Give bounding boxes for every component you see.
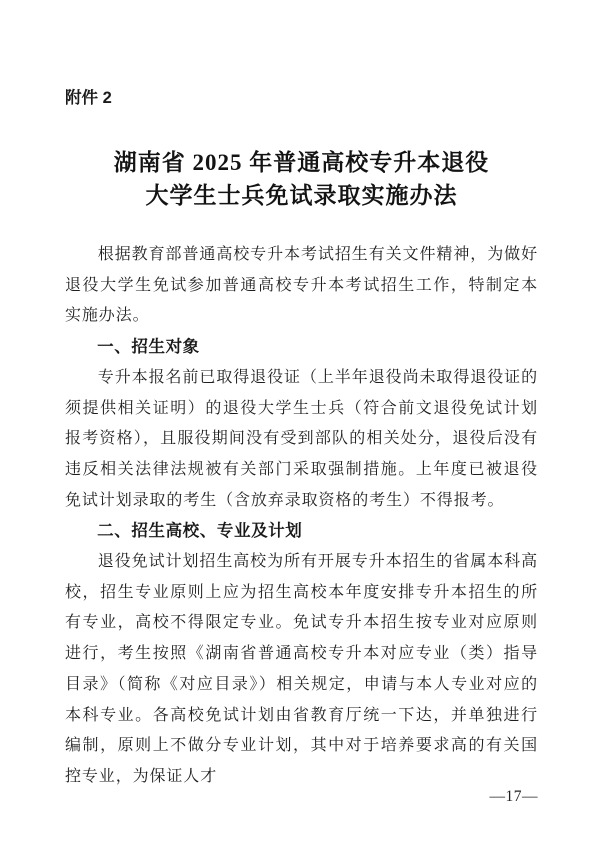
attachment-label: 附件 2 xyxy=(65,89,112,107)
section-2-paragraph: 退役免试计划招生高校为所有开展专升本招生的省属本科高校，招生专业原则上应为招生高校本年度安排专升本招生的所有专业，高校不得限定专业。免试专升本招生按专业对应原则进行，考生按照《湖南省普通高校专升本对应专业（类）指导目录》（简称《对应目录》）相关规定，申请与本人专业对应的本科专业。各高校免试计划由省教育厅统一下达，并单独进行编制，原则上不做分专业计划，其中对于培养要求高的有关国控专业，为保证人才 xyxy=(65,553,538,785)
section-1-heading: 一、招生对象 xyxy=(97,338,200,357)
document-body xyxy=(65,240,538,793)
section-1-paragraph: 专升本报名前已取得退役证（上半年退役尚未取得退役证的须提供相关证明）的退役大学生士兵（符合前文退役免试计划报考资格），且服役期间没有受到部队的相关处分，退役后没有违反相关法律法规被有关部门采取强制措施。上年度已被退役免试计划录取的考生（含放弃录取资格的考生）不得报考。 xyxy=(65,368,538,509)
page-number: —17— xyxy=(489,788,538,805)
document-title-line-2: 大学生士兵免试录取实施办法 xyxy=(145,183,458,208)
document-title xyxy=(65,146,538,212)
section-2-heading: 二、招生高校、专业及计划 xyxy=(97,522,303,541)
document-title-line-1: 湖南省 2025 年普通高校专升本退役 xyxy=(113,150,490,175)
intro-paragraph: 根据教育部普通高校专升本考试招生有关文件精神，为做好退役大学生免试参加普通高校专升本考试招生工作，特制定本实施办法。 xyxy=(65,246,538,325)
